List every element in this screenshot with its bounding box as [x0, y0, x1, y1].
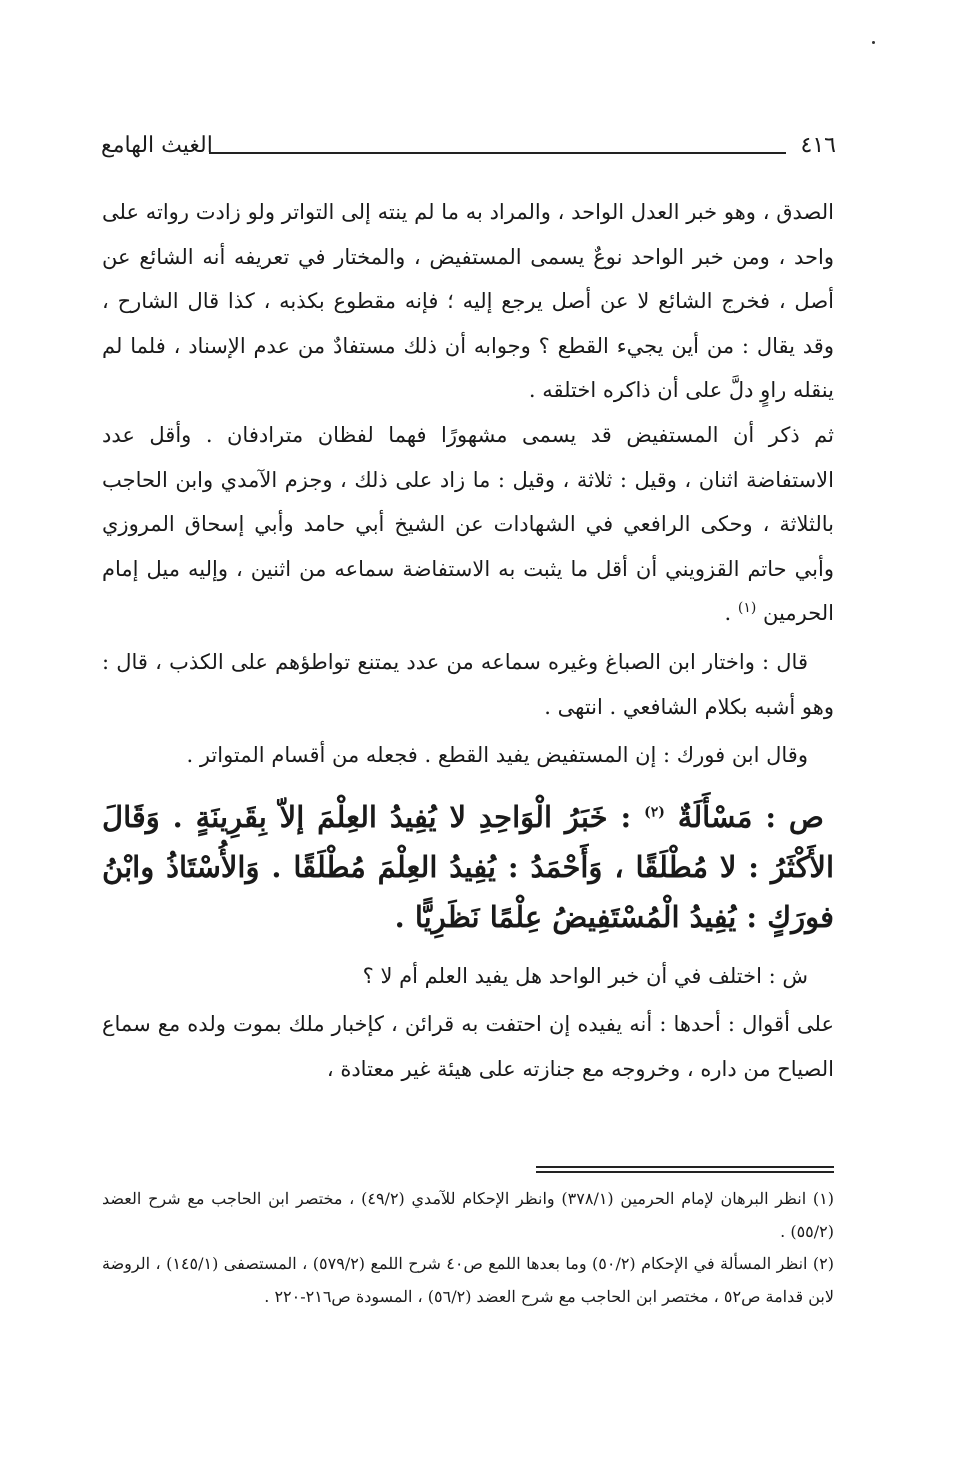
running-title: الغيث الهامع — [101, 133, 213, 158]
matn-rest: : خَبَرُ الْوَاحِدِ لا يُفِيدُ العِلْمَ إلاّ بِقَرِينَةٍ . وَقَالَ الأَكْثَرُ : لا مُطْلَقًا ، وَأَحْمَدُ : يُفِيدُ العِلْمَ مُطْلَقًا . وَالأُسْتَاذُ وابْنُ فورَكٍ : يُفِيدُ الْمُسْتَفِيضُ عِلْمًا نَظَرِيًّا . — [102, 799, 834, 934]
paragraph-2 — [102, 413, 834, 636]
footnote-ref-2: (٢) — [644, 804, 665, 821]
ink-speck — [872, 41, 875, 44]
paragraph-5: ش : اختلف في أن خبر الواحد هل يفيد العلم أم لا ؟ — [362, 963, 808, 988]
running-head — [101, 128, 836, 164]
footnote-2: (٢) انظر المسألة في الإحكام (٥٠/٢) وما بعدها اللمع ص٤٠ شرح اللمع (٥٧٩/٢) ، المستصفى (١٤٥/١) ، الروضة لابن قدامة ص٥٢ ، مختصر ابن الحاجب مع شرح العضد (٥٦/٢) ، المسودة ص٢١٦-٢٢٠ . — [102, 1254, 835, 1306]
paragraph-3: قال : واختار ابن الصباغ وغيره سماعه من عدد يمتنع تواطؤهم على الكذب ، قال : وهو أشبه بكلام الشافعي . انتهى . — [102, 649, 834, 719]
footnote-rule — [536, 1166, 834, 1168]
header-rule — [209, 152, 786, 154]
footnote-ref-1: (١) — [737, 600, 757, 617]
footnote-rule-double — [536, 1171, 834, 1173]
paragraph-6: على أقوال : أحدها : أنه يفيده إن احتفت به قرائن ، كإخبار ملك بموت ولده مع سماع الصياح من داره ، وخروجه مع جنازته على هيئة غير معتادة ، — [102, 1012, 834, 1081]
footnote-1: (١) انظر البرهان لإمام الحرمين (٣٧٨/١) وانظر الإحكام للآمدي (٤٩/٢) ، مختصر ابن الحاجب مع شرح العضد (٥٥/٢) . — [102, 1189, 834, 1241]
paragraph-2-end: . — [724, 601, 738, 626]
paragraph-2-text: ثم ذكر أن المستفيض قد يسمى مشهورًا فهما لفظان مترادفان . وأقل عدد الاستفاضة اثنان ، وقيل : ثلاثة ، وقيل : ما زاد على ذلك ، وجزم الآمدي وابن الحاجب بالثلاثة ، وحكى الرافعي في الشهادات عن الشيخ أبي حامد وأبي إسحاق المروزي وأبي حاتم القزويني أن أقل ما يثبت به الاستفاضة سماعه من اثنين ، وإليه ميل إمام الحرمين — [102, 422, 834, 626]
matn-text — [102, 792, 834, 942]
matn-start: ص : مَسْأَلَةٌ — [677, 799, 824, 834]
page-number: ٤١٦ — [800, 133, 836, 158]
paragraph-1: الصدق ، وهو خبر العدل الواحد ، والمراد به ما لم ينته إلى التواتر ولو زادت رواته على واحد ، ومن خبر الواحد نوعٌ يسمى المستفيض ، والمختار في تعريفه أنه الشائع عن أصل ، فخرج الشائع لا عن أصل يرجع إليه ؛ فإنه مقطوع بكذبه ، كذا قال الشارح ، وقد يقال : من أين يجيء القطع ؟ وجوابه أن ذلك مستفادٌ من عدم الإسناد ، فلما لم ينقله راوٍ دلَّ على أن ذاكره اختلقه . — [102, 200, 834, 403]
body-text — [102, 190, 834, 1092]
paragraph-4: وقال ابن فورك : إن المستفيض يفيد القطع . فجعله من أقسام المتواتر . — [186, 743, 808, 768]
footnotes — [102, 1183, 834, 1313]
